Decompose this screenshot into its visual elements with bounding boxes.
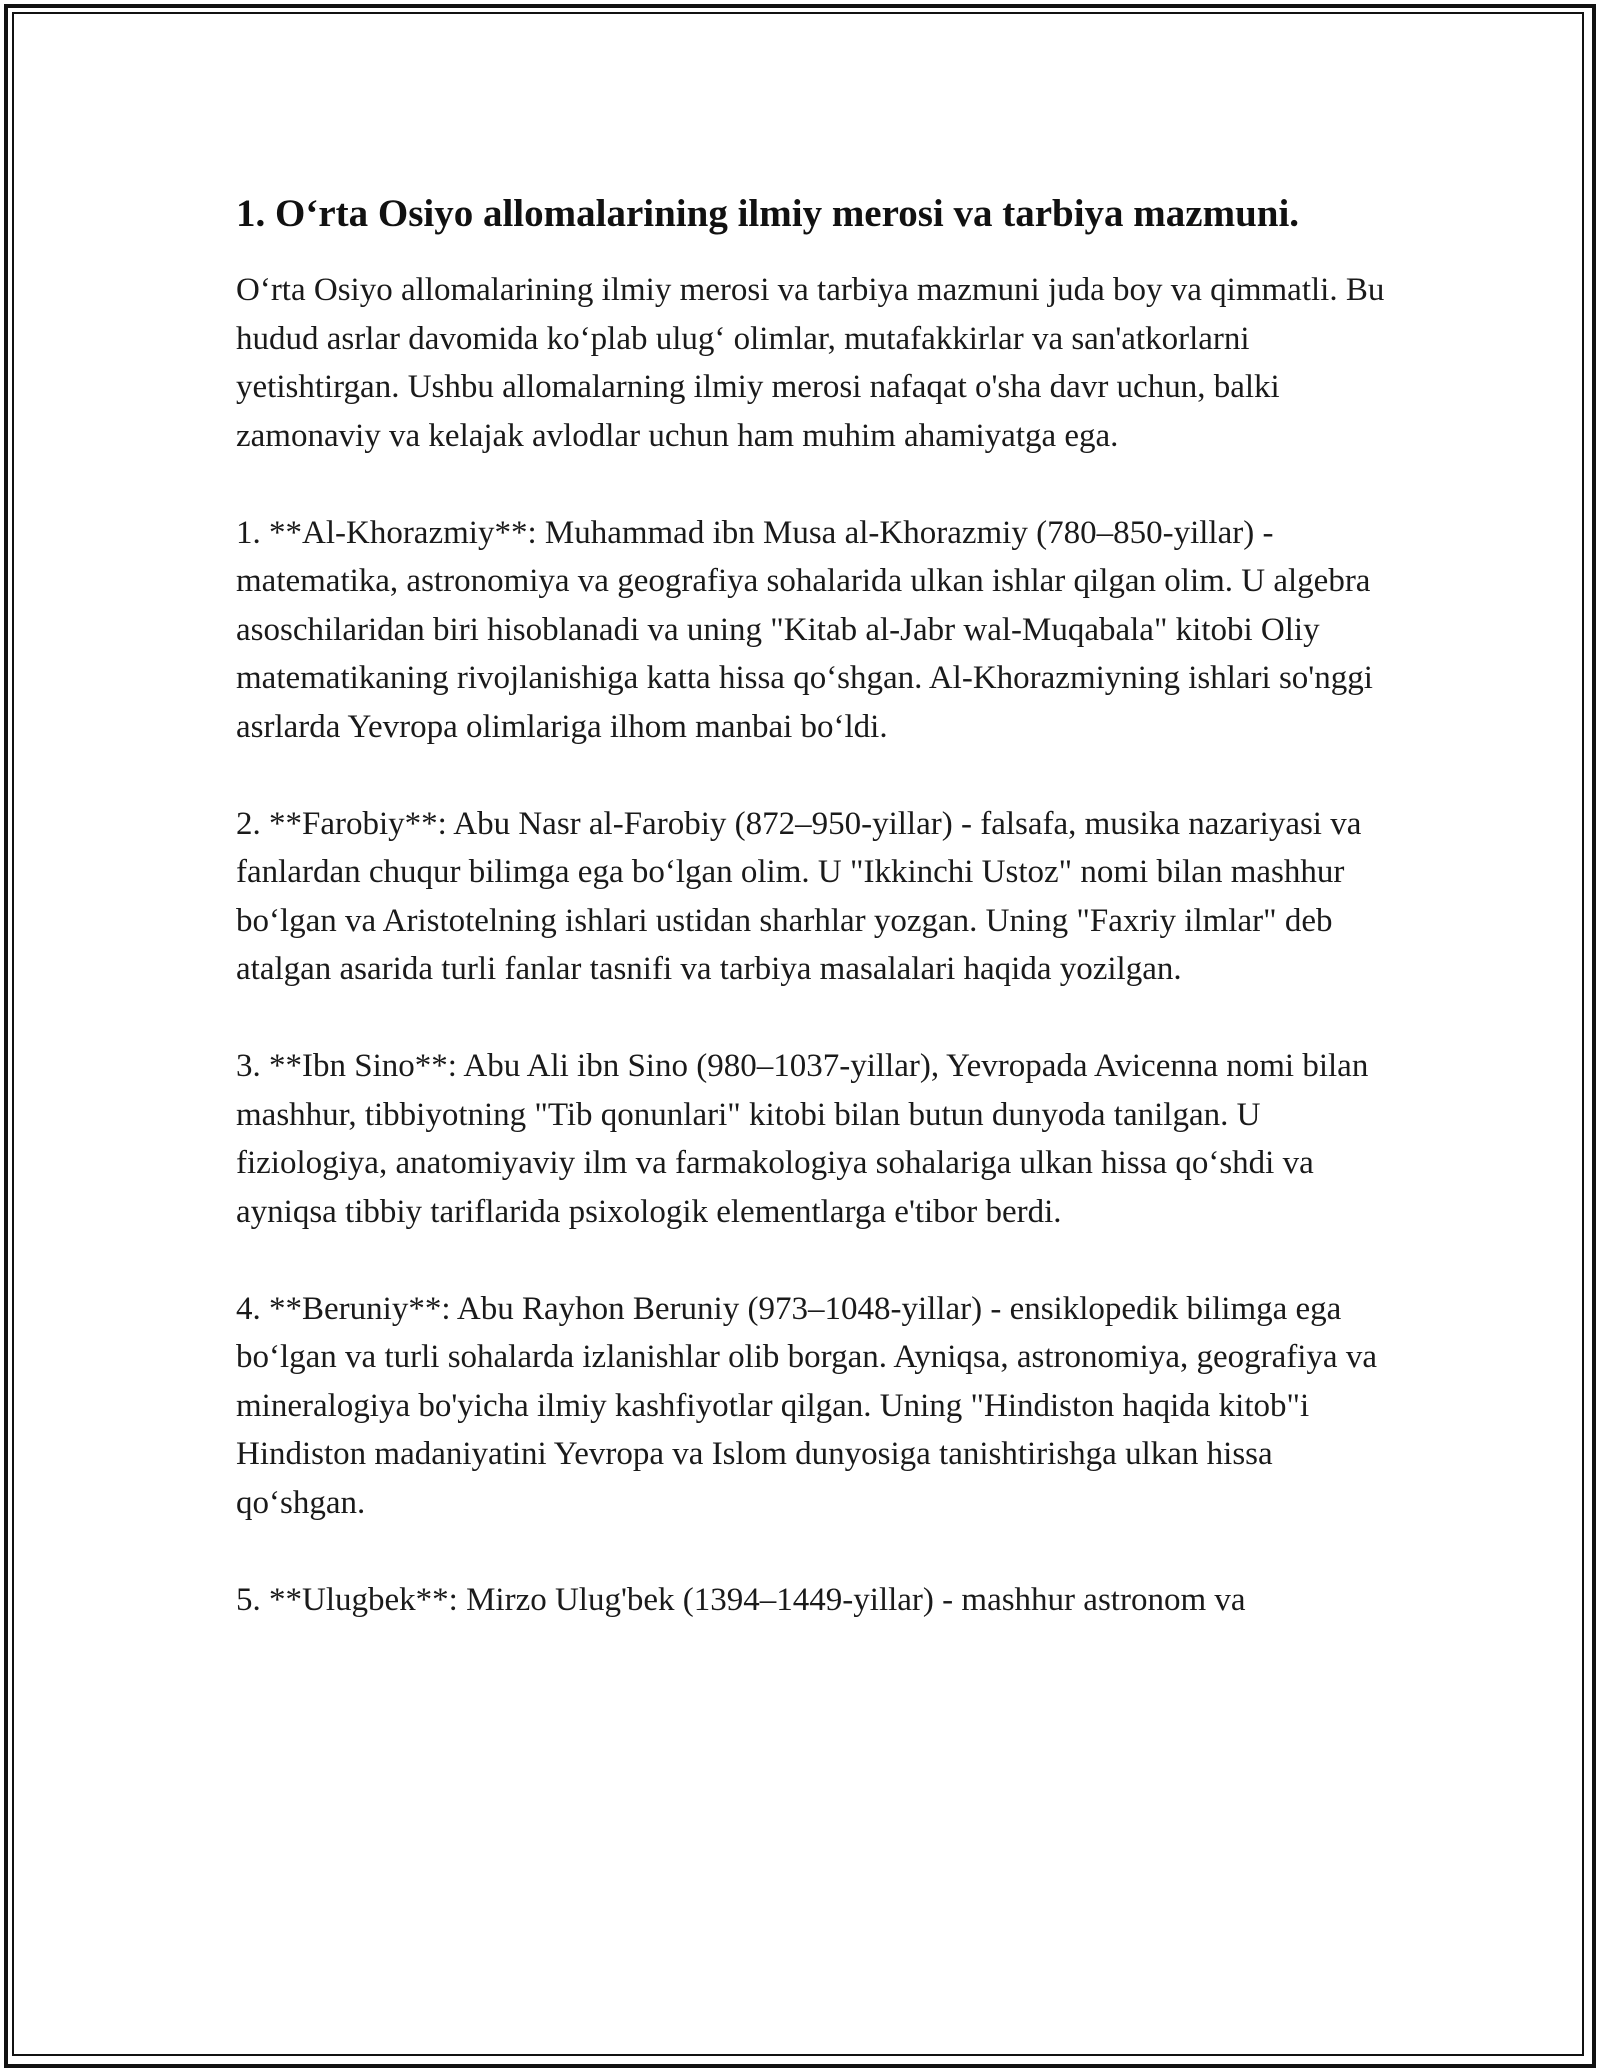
intro-paragraph: O‘rta Osiyo allomalarining ilmiy merosi va tarbiya mazmuni juda boy va qimmatli. Bu hudud asrlar davomida ko‘plab ulug‘ olimlar, mutafakkirlar va san'atkorlarni yetishtirgan. Ushbu allomalarning ilmiy merosi nafaqat o'sha davr uchun, balki zamonaviy va kelajak avlodlar uchun ham muhim ahamiyatga ega.	[236, 272, 1385, 454]
paragraph-beruniy: 4. **Beruniy**: Abu Rayhon Beruniy (973–1048-yillar) - ensiklopedik bilimga ega bo‘lgan va turli sohalarda izlanishlar olib borgan. Ayniqsa, astronomiya, geografiya va mineralogiya bo'yicha ilmiy kashfiyotlar qilgan. Uning "Hindiston haqida kitob"i Hindiston madaniyatini Yevropa va Islom dunyosiga tanishtirishga ulkan hissa qo‘shgan.	[236, 1290, 1377, 1521]
paragraph-al-khorazmiy: 1. **Al-Khorazmiy**: Muhammad ibn Musa al-Khorazmiy (780–850-yillar) - matematika, astronomiya va geografiya sohalarida ulkan ishlar qilgan olim. U algebra asoschilaridan biri hisoblanadi va uning "Kitab al-Jabr wal-Muqabala" kitobi Oliy matematikaning rivojlanishiga katta hissa qo‘shgan. Al-Khorazmiyning ishlari so'nggi asrlarda Yevropa olimlariga ilhom manbai bo‘ldi.	[236, 514, 1373, 745]
paragraph-ulugbek: 5. **Ulugbek**: Mirzo Ulug'bek (1394–1449-yillar) - mashhur astronom va	[236, 1581, 1246, 1618]
section-heading: 1. O‘rta Osiyo allomalarining ilmiy merosi va tarbiya mazmuni.	[236, 192, 1300, 235]
document-page	[236, 186, 1386, 1673]
paragraph-ibn-sino: 3. **Ibn Sino**: Abu Ali ibn Sino (980–1037-yillar), Yevropada Avicenna nomi bilan mashhur, tibbiyotning "Tib qonunlari" kitobi bilan butun dunyoda tanilgan. U fiziologiya, anatomiyaviy ilm va farmakologiya sohalariga ulkan hissa qo‘shdi va ayniqsa tibbiy tariflarida psixologik elementlarga e'tibor berdi.	[236, 1048, 1369, 1230]
paragraph-farobiy: 2. **Farobiy**: Abu Nasr al-Farobiy (872–950-yillar) - falsafa, musika nazariyasi va fanlardan chuqur bilimga ega bo‘lgan olim. U "Ikkinchi Ustoz" nomi bilan mashhur bo‘lgan va Aristotelning ishlari ustidan sharhlar yozgan. Uning "Faxriy ilmlar" deb atalgan asarida turli fanlar tasnifi va tarbiya masalalari haqida yozilgan.	[236, 805, 1362, 987]
